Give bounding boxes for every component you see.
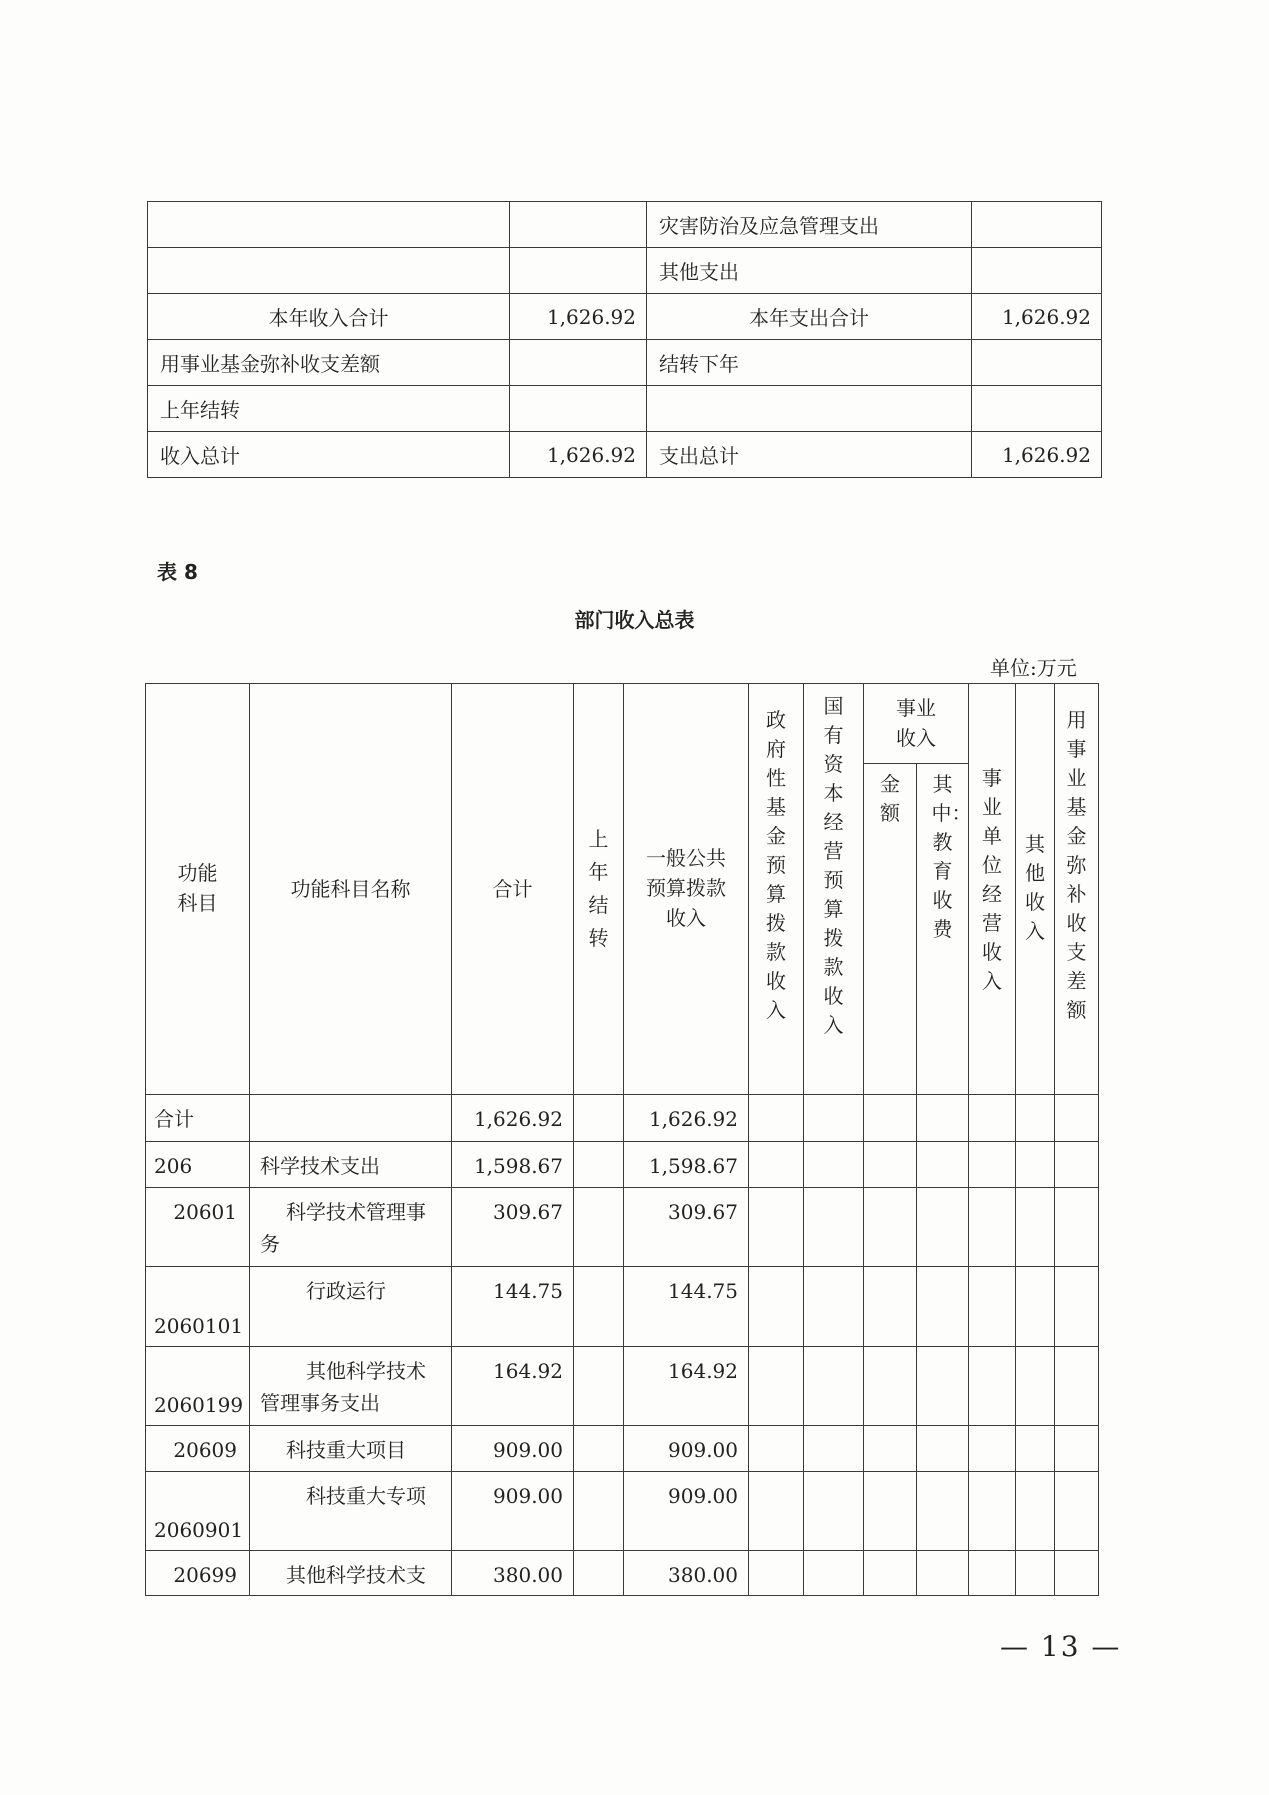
row-name: 其他科学技术支 <box>250 1551 452 1596</box>
empty-cell <box>969 1347 1016 1426</box>
row-carryover <box>574 1267 624 1347</box>
income-subtotal-value: 1,626.92 <box>510 294 647 340</box>
row-name: 科学技术支出 <box>250 1142 452 1188</box>
table-row <box>146 1347 1099 1426</box>
row-total: 909.00 <box>452 1472 574 1551</box>
empty-cell <box>969 1095 1016 1142</box>
income-total-label: 收入总计 <box>148 432 510 478</box>
table-number-label: 表 8 <box>157 560 198 584</box>
empty-cell <box>749 1347 804 1426</box>
table-row <box>146 1267 1099 1347</box>
empty-cell <box>1055 1267 1099 1347</box>
table-row <box>148 248 1102 294</box>
empty-cell <box>917 1551 969 1596</box>
empty-cell <box>969 1188 1016 1267</box>
empty-cell <box>1055 1426 1099 1472</box>
row-name: 科学技术管理事务 <box>250 1188 452 1267</box>
income-item-value <box>510 340 647 386</box>
row-total: 309.67 <box>452 1188 574 1267</box>
expense-item-value <box>972 202 1102 248</box>
empty-cell <box>1016 1095 1055 1142</box>
expense-item-label: 其他支出 <box>647 248 972 294</box>
empty-cell <box>1055 1551 1099 1596</box>
budget-summary-table-continuation <box>147 201 1102 478</box>
header-unit-operating: 事业单位经营收入 <box>969 684 1016 1095</box>
income-item-label: 用事业基金弥补收支差额 <box>148 340 510 386</box>
empty-cell <box>1016 1347 1055 1426</box>
row-name: 科技重大专项 <box>250 1472 452 1551</box>
row-total: 380.00 <box>452 1551 574 1596</box>
empty-cell <box>804 1142 864 1188</box>
empty-cell <box>864 1267 917 1347</box>
empty-cell <box>804 1188 864 1267</box>
row-carryover <box>574 1347 624 1426</box>
empty-cell <box>749 1472 804 1551</box>
row-code: 206 <box>146 1142 250 1188</box>
row-code: 2060199 <box>146 1347 250 1426</box>
empty-cell <box>804 1267 864 1347</box>
income-item-label: 上年结转 <box>148 386 510 432</box>
expense-total-label: 支出总计 <box>647 432 972 478</box>
empty-cell <box>749 1095 804 1142</box>
row-total: 909.00 <box>452 1426 574 1472</box>
empty-cell <box>917 1142 969 1188</box>
expense-item-value <box>972 386 1102 432</box>
empty-cell <box>864 1347 917 1426</box>
row-carryover <box>574 1188 624 1267</box>
row-general-budget: 164.92 <box>624 1347 749 1426</box>
row-code: 20699 <box>146 1551 250 1596</box>
expense-item-value <box>972 340 1102 386</box>
expense-total-value: 1,626.92 <box>972 432 1102 478</box>
row-general-budget: 309.67 <box>624 1188 749 1267</box>
empty-cell <box>1016 1426 1055 1472</box>
header-carryover: 上年结转 <box>574 684 624 1095</box>
empty-cell <box>749 1188 804 1267</box>
table-row <box>148 340 1102 386</box>
row-code: 2060101 <box>146 1267 250 1347</box>
expense-subtotal-value: 1,626.92 <box>972 294 1102 340</box>
table-row <box>146 1472 1099 1551</box>
table-row <box>146 1551 1099 1596</box>
empty-cell <box>804 1426 864 1472</box>
empty-cell <box>969 1426 1016 1472</box>
table-row <box>146 1095 1099 1142</box>
empty-cell <box>917 1188 969 1267</box>
income-item-value <box>510 386 647 432</box>
empty-cell <box>1016 1551 1055 1596</box>
table-row <box>148 432 1102 478</box>
empty-cell <box>969 1551 1016 1596</box>
income-item-label <box>148 248 510 294</box>
row-general-budget: 1,626.92 <box>624 1095 749 1142</box>
table-title: 部门收入总表 <box>574 608 695 632</box>
table-row <box>148 386 1102 432</box>
table-row <box>146 1142 1099 1188</box>
row-general-budget: 144.75 <box>624 1267 749 1347</box>
header-business-income: 事业收入 <box>864 684 969 764</box>
row-total: 144.75 <box>452 1267 574 1347</box>
empty-cell <box>1055 1188 1099 1267</box>
empty-cell <box>864 1188 917 1267</box>
empty-cell <box>1016 1267 1055 1347</box>
empty-cell <box>1016 1188 1055 1267</box>
income-item-value <box>510 248 647 294</box>
row-code: 合计 <box>146 1095 250 1142</box>
empty-cell <box>749 1267 804 1347</box>
department-income-table <box>145 683 1099 1596</box>
empty-cell <box>804 1472 864 1551</box>
row-total: 1,626.92 <box>452 1095 574 1142</box>
row-general-budget: 1,598.67 <box>624 1142 749 1188</box>
empty-cell <box>969 1142 1016 1188</box>
empty-cell <box>804 1095 864 1142</box>
row-total: 1,598.67 <box>452 1142 574 1188</box>
row-name <box>250 1095 452 1142</box>
row-general-budget: 909.00 <box>624 1426 749 1472</box>
empty-cell <box>1055 1472 1099 1551</box>
empty-cell <box>917 1095 969 1142</box>
empty-cell <box>917 1267 969 1347</box>
row-carryover <box>574 1551 624 1596</box>
row-name: 科技重大项目 <box>250 1426 452 1472</box>
header-fund-offset: 用事业基金弥补收支差额 <box>1055 684 1099 1095</box>
page-number: — 13 — <box>1000 1630 1122 1663</box>
empty-cell <box>864 1551 917 1596</box>
header-other-income: 其他收入 <box>1016 684 1055 1095</box>
row-general-budget: 909.00 <box>624 1472 749 1551</box>
header-business-edu: 其中：教育收费 <box>917 764 969 1095</box>
header-gov-fund: 政府性基金预算拨款收入 <box>749 684 804 1095</box>
header-row <box>146 684 1099 764</box>
empty-cell <box>969 1472 1016 1551</box>
row-code: 20609 <box>146 1426 250 1472</box>
table-row <box>148 294 1102 340</box>
empty-cell <box>917 1426 969 1472</box>
row-carryover <box>574 1426 624 1472</box>
row-carryover <box>574 1142 624 1188</box>
empty-cell <box>1055 1095 1099 1142</box>
empty-cell <box>749 1142 804 1188</box>
empty-cell <box>1016 1472 1055 1551</box>
empty-cell <box>864 1426 917 1472</box>
empty-cell <box>804 1347 864 1426</box>
empty-cell <box>917 1347 969 1426</box>
header-general-budget: 一般公共预算拨款收入 <box>624 684 749 1095</box>
empty-cell <box>749 1551 804 1596</box>
expense-subtotal-label: 本年支出合计 <box>647 294 972 340</box>
table-row <box>146 1426 1099 1472</box>
income-subtotal-label: 本年收入合计 <box>148 294 510 340</box>
table-row <box>146 1188 1099 1267</box>
expense-item-value <box>972 248 1102 294</box>
unit-label: 单位:万元 <box>990 656 1077 680</box>
row-carryover <box>574 1472 624 1551</box>
row-general-budget: 380.00 <box>624 1551 749 1596</box>
expense-item-label: 灾害防治及应急管理支出 <box>647 202 972 248</box>
empty-cell <box>864 1472 917 1551</box>
empty-cell <box>1055 1347 1099 1426</box>
empty-cell <box>864 1142 917 1188</box>
empty-cell <box>969 1267 1016 1347</box>
empty-cell <box>804 1551 864 1596</box>
income-item-label <box>148 202 510 248</box>
header-total: 合计 <box>452 684 574 1095</box>
expense-item-label <box>647 386 972 432</box>
row-name: 其他科学技术管理事务支出 <box>250 1347 452 1426</box>
row-code: 2060901 <box>146 1472 250 1551</box>
row-name: 行政运行 <box>250 1267 452 1347</box>
header-code: 功能科目 <box>146 684 250 1095</box>
income-item-value <box>510 202 647 248</box>
row-total: 164.92 <box>452 1347 574 1426</box>
header-name: 功能科目名称 <box>250 684 452 1095</box>
empty-cell <box>1055 1142 1099 1188</box>
empty-cell <box>864 1095 917 1142</box>
row-code: 20601 <box>146 1188 250 1267</box>
income-total-value: 1,626.92 <box>510 432 647 478</box>
empty-cell <box>1016 1142 1055 1188</box>
header-state-capital: 国有资本经营预算拨款收入 <box>804 684 864 1095</box>
table-row <box>148 202 1102 248</box>
expense-item-label: 结转下年 <box>647 340 972 386</box>
empty-cell <box>749 1426 804 1472</box>
header-business-amount: 金额 <box>864 764 917 1095</box>
empty-cell <box>917 1472 969 1551</box>
row-carryover <box>574 1095 624 1142</box>
